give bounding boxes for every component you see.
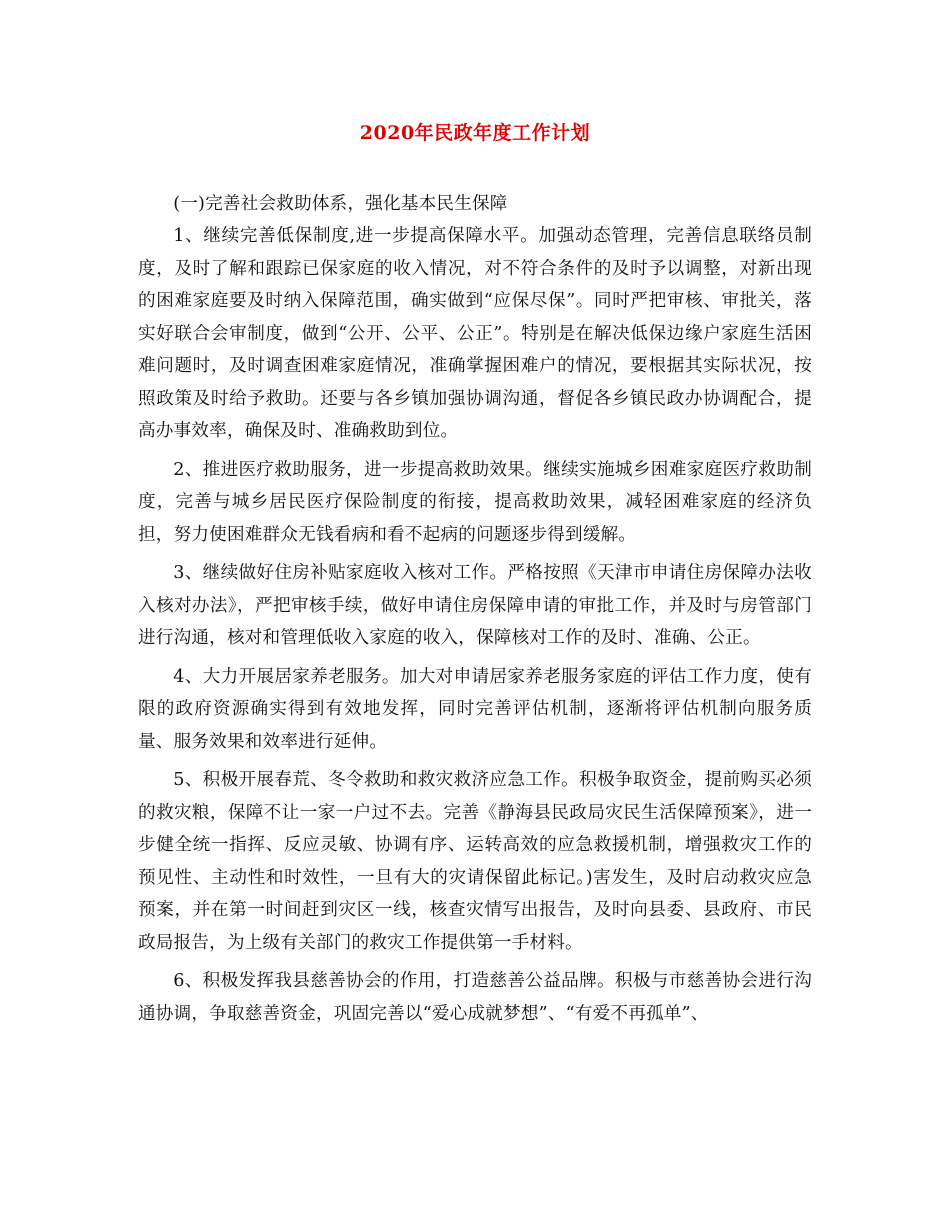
paragraph-1: 1、继续完善低保制度,进一步提高保障水平。加强动态管理，完善信息联络员制度，及时了解和跟踪已保家庭的收入情况，对不符合条件的及时予以调整，对新出现的困难家庭要及时纳入保障范围，确实做到“应保尽保”。同时严把审核、审批关，落实好联合会审制度，做到“公开、公平、公正”。特别是在解决低保边缘户家庭生活困难问题时，及时调查困难家庭情况，准确掌握困难户的情况，要根据其实际状况，按照政策及时给予救助。还要与各乡镇加强协调沟通，督促各乡镇民政办协调配合，提高办事效率，确保及时、准确救助到位。 <box>138 226 812 441</box>
paragraph-6: 6、积极发挥我县慈善协会的作用，打造慈善公益品牌。积极与市慈善协会进行沟通协调，争取慈善资金，巩固完善以“爱心成就梦想”、“有爱不再孤单”、 <box>138 971 812 1024</box>
paragraph-2: 2、推进医疗救助服务，进一步提高救助效果。继续实施城乡困难家庭医疗救助制度，完善与城乡居民医疗保险制度的衔接，提高救助效果，减轻困难家庭的经济负担，努力使困难群众无钱看病和看不起病的问题逐步得到缓解。 <box>138 459 812 545</box>
paragraph-3: 3、继续做好住房补贴家庭收入核对工作。严格按照《天津市申请住房保障办法收入核对办法》，严把审核手续，做好申请住房保障申请的审批工作，并及时与房管部门进行沟通，核对和管理低收入家庭的收入，保障核对工作的及时、准确、公正。 <box>138 563 812 648</box>
paragraph-4: 4、大力开展居家养老服务。加大对申请居家养老服务家庭的评估工作力度，使有限的政府资源确实得到有效地发挥，同时完善评估机制，逐渐将评估机制向服务质量、服务效果和效率进行延伸。 <box>138 666 812 752</box>
section-heading: (一)完善社会救助体系，强化基本民生保障 <box>173 194 508 214</box>
document-title: 2020年民政年度工作计划 <box>359 122 591 144</box>
paragraph-5: 5、积极开展春荒、冬令救助和救灾救济应急工作。积极争取资金，提前购买必须的救灾粮，保障不让一家一户过不去。完善《静海县民政局灾民生活保障预案》，进一步健全统一指挥、反应灵敏、协调有序、运转高效的应急救援机制，增强救灾工作的预见性、主动性和时效性，一旦有大的灾请保留此标记。)害发生，及时启动救灾应急预案，并在第一时间赶到灾区一线，核查灾情写出报告，及时向县委、县政府、市民政局报告，为上级有关部门的救灾工作提供第一手材料。 <box>138 770 812 953</box>
